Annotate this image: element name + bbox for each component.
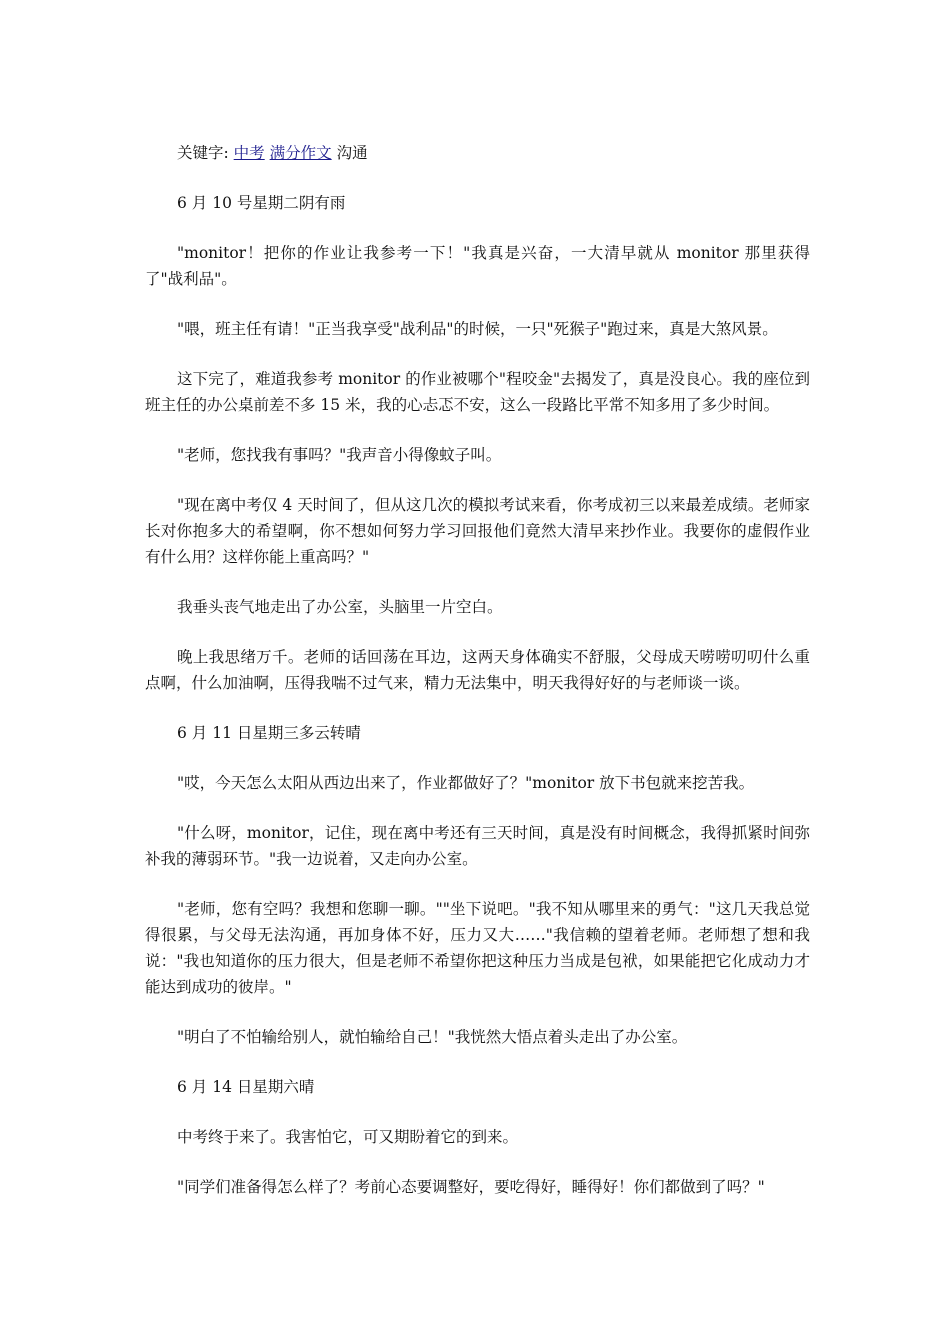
paragraph: 我垂头丧气地走出了办公室，头脑里一片空白。 [177, 598, 503, 616]
paragraph: "现在离中考仅 4 天时间了，但从这几次的模拟考试来看，你考成初三以来最差成绩。老师家长对你抱多大的希望啊，你不想如何努力学习回报他们竟然大清早来抄作业。我要你的虚假作业有什么用？这样你能上重高吗？" [145, 496, 810, 566]
paragraph: "老师，您找我有事吗？"我声音小得像蚊子叫。 [177, 446, 502, 464]
diary-date-0614: 6 月 14 日星期六晴 [177, 1078, 315, 1096]
paragraph: "同学们准备得怎么样了？考前心态要调整好，要吃得好，睡得好！你们都做到了吗？" [177, 1178, 765, 1196]
keywords-line [145, 140, 810, 166]
paragraph: 中考终于来了。我害怕它，可又期盼着它的到来。 [177, 1128, 519, 1146]
paragraph: "哎，今天怎么太阳从西边出来了，作业都做好了？"monitor 放下书包就来挖苦我。 [177, 774, 755, 792]
keyword-link-manfen-zuowen[interactable]: 满分作文 [269, 144, 332, 162]
paragraph: 这下完了，难道我参考 monitor 的作业被哪个"程咬金"去揭发了，真是没良心。我的座位到班主任的办公桌前差不多 15 米，我的心忐忑不安，这么一段路比平常不知多用了多少时间。 [145, 370, 810, 414]
document-body [145, 140, 810, 1224]
keywords-label: 关键字: [177, 144, 229, 162]
diary-date-0611: 6 月 11 日星期三多云转晴 [177, 724, 361, 742]
paragraph: "什么呀，monitor，记住，现在离中考还有三天时间，真是没有时间概念，我得抓紧时间弥补我的薄弱环节。"我一边说着，又走向办公室。 [145, 824, 810, 868]
paragraph: 晚上我思绪万千。老师的话回荡在耳边，这两天身体确实不舒服，父母成天唠唠叨叨什么重点啊，什么加油啊，压得我喘不过气来，精力无法集中，明天我得好好的与老师谈一谈。 [145, 648, 810, 692]
keyword-link-zhongkao[interactable]: 中考 [233, 144, 265, 162]
paragraph: "monitor！把你的作业让我参考一下！"我真是兴奋，一大清早就从 monitor 那里获得了"战利品"。 [145, 244, 810, 288]
paragraph: "老师，您有空吗？我想和您聊一聊。""坐下说吧。"我不知从哪里来的勇气："这几天我总觉得很累，与父母无法沟通，再加身体不好，压力又大……"我信赖的望着老师。老师想了想和我说："我也知道你的压力很大，但是老师不希望你把这种压力当成是包袱，如果能把它化成动力才能达到成功的彼岸。" [145, 900, 810, 996]
paragraph: "喂，班主任有请！"正当我享受"战利品"的时候，一只"死猴子"跑过来，真是大煞风景。 [177, 320, 778, 338]
diary-date-0610: 6 月 10 号星期二阴有雨 [177, 194, 346, 212]
keyword-goutong: 沟通 [336, 144, 368, 162]
paragraph: "明白了不怕输给别人，就怕输给自己！"我恍然大悟点着头走出了办公室。 [177, 1028, 688, 1046]
